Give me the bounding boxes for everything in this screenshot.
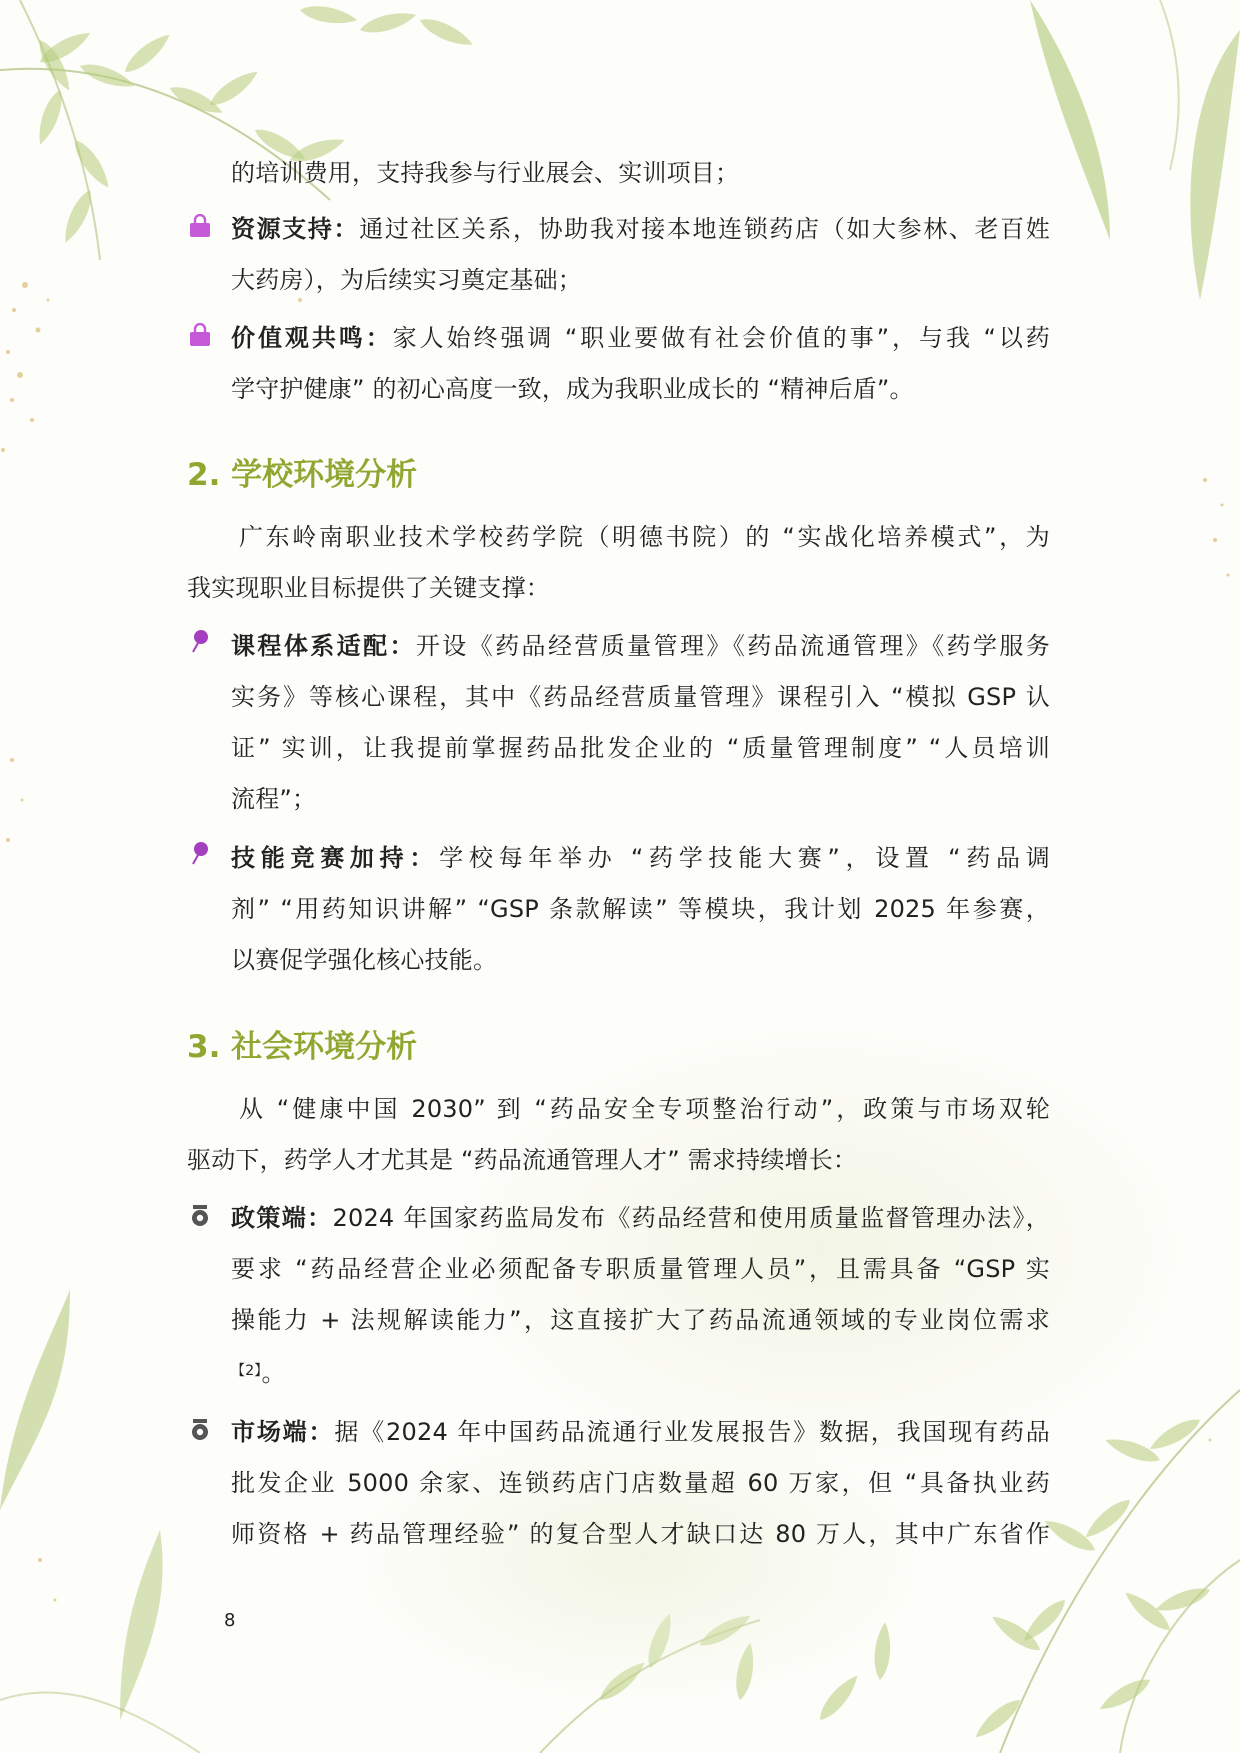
- values-resonance-line-2: 学守护健康” 的初心高度一致，成为我职业成长的 “精神后盾”。: [231, 375, 914, 403]
- resource-support-line-1: 资源支持：通过社区关系，协助我对接本地连锁药店（如大参林、老百姓: [231, 215, 1051, 243]
- policy-line-2: 要求 “药品经营企业必须配备专职质量管理人员”，且需具备 “GSP 实: [231, 1255, 1050, 1283]
- policy-line-1: 政策端：2024 年国家药监局发布《药品经营和使用质量监督管理办法》，: [231, 1204, 1050, 1232]
- values-resonance-line-1: 价值观共鸣：家人始终强调 “职业要做有社会价值的事”，与我 “以药: [231, 324, 1050, 352]
- policy-line-3: 操能力 + 法规解读能力”，这直接扩大了药品流通领域的专业岗位需求: [231, 1306, 1050, 1334]
- course-system-line-3: 证” 实训，让我提前掌握药品批发企业的 “质量管理制度” “人员培训: [231, 734, 1050, 762]
- society-intro-line-2: 驱动下，药学人才尤其是 “药品流通管理人才” 需求持续增长：: [187, 1146, 858, 1174]
- market-line-1: 市场端：据《2024 年中国药品流通行业发展报告》数据，我国现有药品: [231, 1418, 1050, 1446]
- market-line-3: 师资格 + 药品管理经验” 的复合型人才缺口达 80 万人，其中广东省作: [231, 1520, 1050, 1548]
- resource-support-line-2: 大药房），为后续实习奠定基础；: [231, 266, 582, 294]
- pushpin-icon: [187, 840, 213, 866]
- shopping-bag-icon: [187, 214, 213, 240]
- skill-competition-line-1: 技能竞赛加持：学校每年举办 “药学技能大赛”，设置 “药品调: [231, 844, 1050, 872]
- page-number: 8: [224, 1610, 236, 1631]
- medal-icon: [187, 1417, 213, 1443]
- society-intro-line-1: 从 “健康中国 2030” 到 “药品安全专项整治行动”，政策与市场双轮: [239, 1095, 1050, 1123]
- reference-marker: 【2】: [231, 1363, 262, 1379]
- skill-competition-line-3: 以赛促学强化核心技能。: [231, 946, 498, 974]
- course-system-line-4: 流程”；: [231, 785, 317, 813]
- course-system-line-1: 课程体系适配：开设《药品经营质量管理》《药品流通管理》《药学服务: [231, 632, 1050, 660]
- family-support-continuation: 的培训费用，支持我参与行业展会、实训项目；: [231, 159, 740, 187]
- school-intro-line-1: 广东岭南职业技术学校药学院（明德书院）的 “实战化培养模式”，为: [239, 523, 1050, 551]
- pushpin-icon: [187, 628, 213, 654]
- policy-line-4: $^{【2】}$。: [231, 1359, 286, 1387]
- shopping-bag-icon: [187, 323, 213, 349]
- society-section-heading: 3. 社会环境分析: [187, 1029, 418, 1065]
- school-intro-line-2: 我实现职业目标提供了关键支撑：: [187, 574, 550, 602]
- skill-competition-line-2: 剂” “用药知识讲解” “GSP 条款解读” 等模块，我计划 2025 年参赛，: [231, 895, 1050, 923]
- medal-icon: [187, 1203, 213, 1229]
- school-section-heading: 2. 学校环境分析: [187, 457, 418, 493]
- course-system-line-2: 实务》等核心课程，其中《药品经营质量管理》课程引入 “模拟 GSP 认: [231, 683, 1050, 711]
- market-line-2: 批发企业 5000 余家、连锁药店门店数量超 60 万家，但 “具备执业药: [231, 1469, 1050, 1497]
